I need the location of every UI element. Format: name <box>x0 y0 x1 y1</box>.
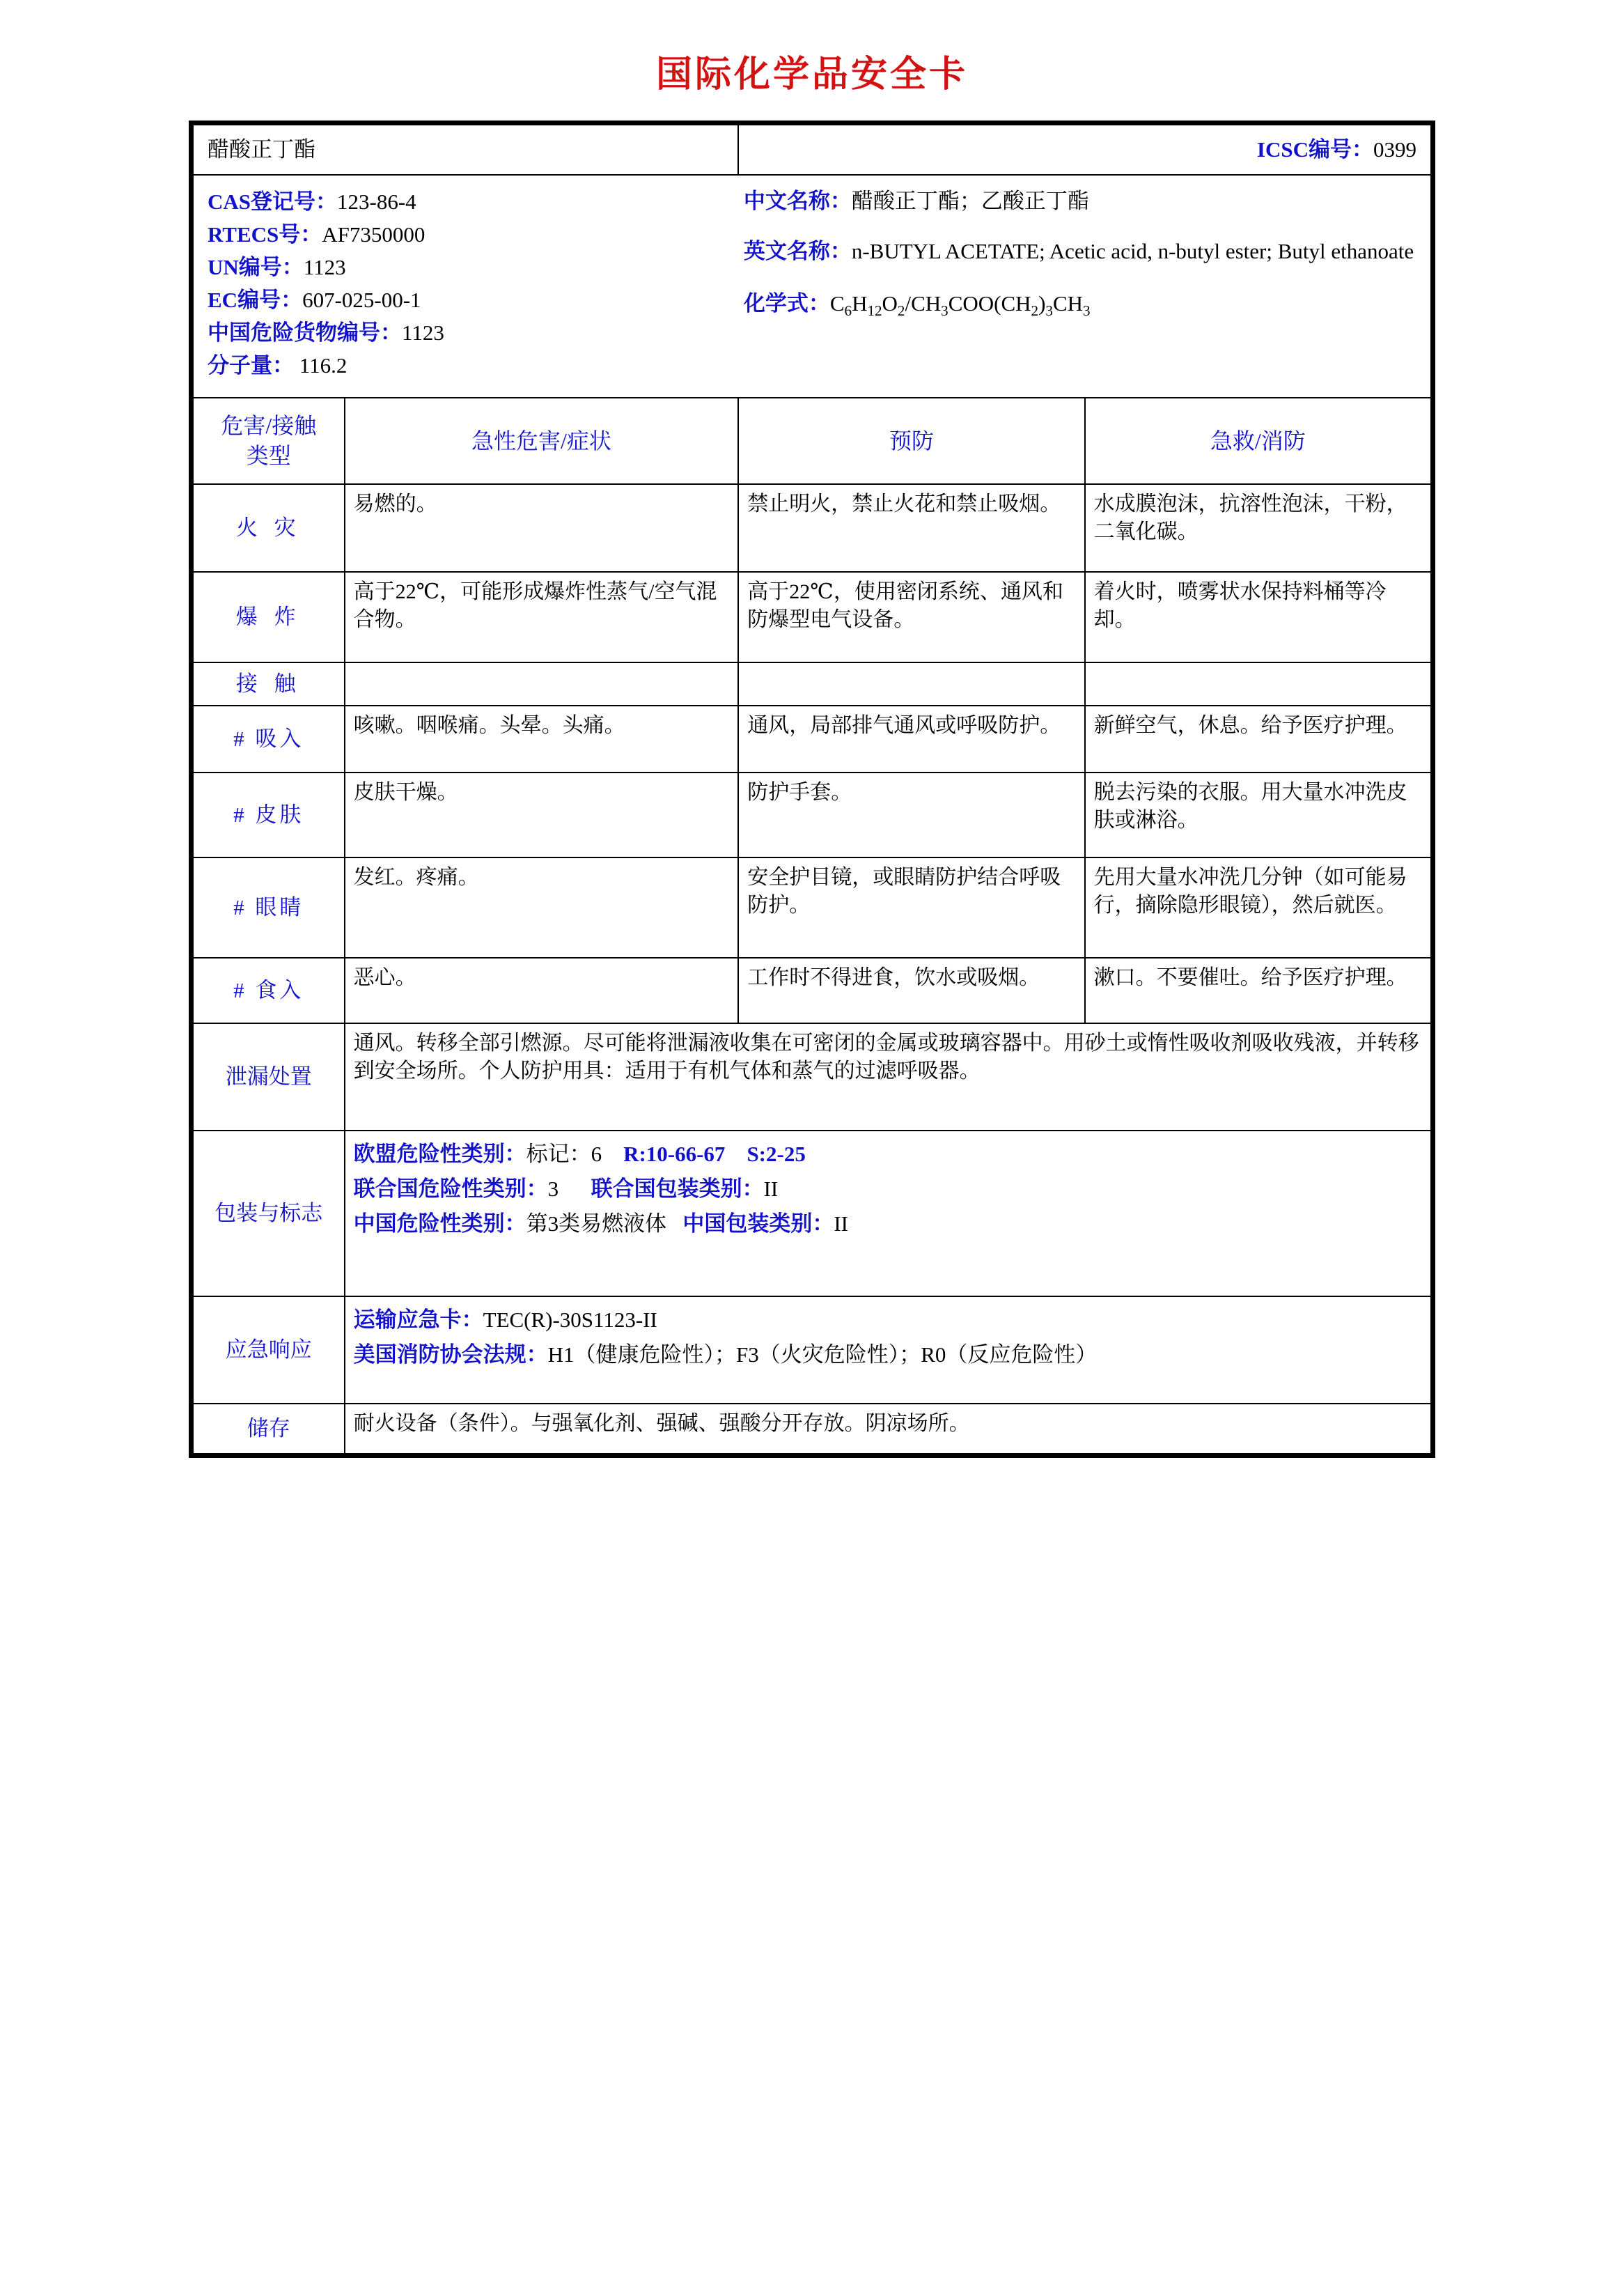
eyes-firstaid: 先用大量水冲洗几分钟（如可能易行，摘除隐形眼镜），然后就医。 <box>1085 857 1431 958</box>
eyes-symptoms: 发红。疼痛。 <box>345 857 739 958</box>
ec-label: EC编号： <box>208 287 303 312</box>
exposure-symptoms <box>345 662 739 706</box>
header-firstaid: 急救/消防 <box>1085 398 1431 484</box>
eu-hazard-class-label: 欧盟危险性类别： <box>353 1141 526 1166</box>
ingestion-prevention: 工作时不得进食，饮水或吸烟。 <box>738 958 1084 1023</box>
nfpa-value: H1（健康危险性）；F3（火灾危险性）；R0（反应危险性） <box>547 1342 1098 1367</box>
ec-row <box>208 284 740 316</box>
fire-firstaid: 水成膜泡沫，抗溶性泡沫，干粉，二氧化碳。 <box>1085 484 1431 572</box>
formula-sub: 2 <box>1031 302 1039 319</box>
table-row <box>193 572 1431 662</box>
header-prevention: 预防 <box>738 398 1084 484</box>
un-packing-group-label: 联合国包装类别： <box>591 1177 764 1202</box>
inhalation-firstaid: 新鲜空气，休息。给予医疗护理。 <box>1085 706 1431 773</box>
icsc-number-cell <box>738 125 1431 175</box>
row-label-exposure: 接 触 <box>193 662 345 706</box>
header-hazard-type-line1: 危害/接触 <box>221 413 317 439</box>
formula-sub: 12 <box>867 302 882 319</box>
china-dangerous-goods-value: 1123 <box>402 320 444 345</box>
table-row <box>193 857 1431 958</box>
un-value: 1123 <box>303 254 346 279</box>
chinese-name-label: 中文名称： <box>743 188 852 213</box>
un-row <box>208 251 740 284</box>
storage-row <box>193 1404 1431 1454</box>
english-name-label: 英文名称： <box>743 239 852 264</box>
packaging-content <box>345 1131 1431 1296</box>
icsc-table <box>192 124 1432 1454</box>
table-row <box>193 773 1431 857</box>
eu-r-phrases: R:10-66-67 <box>623 1141 726 1166</box>
page-title: 国际化学品安全卡 <box>655 54 968 95</box>
icsc-number-label: ICSC编号： <box>1256 137 1373 162</box>
molecular-weight-row <box>208 349 740 382</box>
ec-value: 607-025-00-1 <box>302 287 421 312</box>
un-label: UN编号： <box>208 254 304 279</box>
eyes-prevention: 安全护目镜，或眼睛防护结合呼吸防护。 <box>738 857 1084 958</box>
formula-label: 化学式： <box>743 290 830 316</box>
eu-hazard-class-value: 标记：6 <box>526 1141 602 1166</box>
cas-label: CAS登记号： <box>208 189 338 214</box>
un-hazard-class-label: 联合国危险性类别： <box>353 1177 548 1202</box>
chinese-name-value: 醋酸正丁酯；乙酸正丁酯 <box>851 188 1089 213</box>
identification-row <box>193 175 1431 398</box>
skin-symptoms: 皮肤干燥。 <box>345 773 739 857</box>
emergency-row <box>193 1296 1431 1404</box>
cn-packing-group-label: 中国包装类别： <box>682 1211 834 1236</box>
explosion-prevention: 高于22℃，使用密闭系统、通风和防爆型电气设备。 <box>738 572 1084 662</box>
explosion-symptoms: 高于22℃，可能形成爆炸性蒸气/空气混合物。 <box>345 572 739 662</box>
card-header-row <box>193 125 1431 175</box>
formula-sub: 6 <box>844 302 852 319</box>
formula-seg: H <box>852 290 868 316</box>
icsc-card <box>189 121 1435 1458</box>
formula-sub: 2 <box>897 302 905 319</box>
english-name-row <box>744 235 1416 268</box>
row-label-packaging: 包装与标志 <box>193 1131 345 1296</box>
eu-s-phrases: S:2-25 <box>747 1141 806 1166</box>
identification-right <box>740 185 1416 382</box>
formula-seg: COO(CH <box>948 290 1031 316</box>
transport-emergency-card-value: TEC(R)-30S1123-II <box>483 1307 657 1332</box>
cn-hazard-class-value: 第3类易燃液体 <box>526 1211 667 1236</box>
formula-seg: O <box>882 290 898 316</box>
formula-sub: 3 <box>941 302 948 319</box>
molecular-weight-value: 116.2 <box>299 353 348 378</box>
table-row <box>193 484 1431 572</box>
formula-seg: CH <box>1052 290 1084 316</box>
chinese-name-row <box>744 185 1416 218</box>
row-label-spill: 泄漏处置 <box>193 1023 345 1131</box>
china-dangerous-goods-row <box>208 316 740 349</box>
storage-text: 耐火设备（条件）。与强氧化剂、强碱、强酸分开存放。阴凉场所。 <box>345 1404 1431 1454</box>
row-label-storage: 储存 <box>193 1404 345 1454</box>
english-name-value: n-BUTYL ACETATE; Acetic acid, n-butyl ester; Butyl ethanoate <box>851 239 1414 264</box>
identification-cell <box>193 175 1431 398</box>
page <box>0 45 1624 2282</box>
substance-name-cell: 醋酸正丁酯 <box>193 125 738 175</box>
row-label-eyes: # 眼睛 <box>193 857 345 958</box>
skin-firstaid: 脱去污染的衣服。用大量水冲洗皮肤或淋浴。 <box>1085 773 1431 857</box>
rtecs-value: AF7350000 <box>322 222 425 247</box>
formula-value <box>829 290 1091 319</box>
header-hazard-type <box>193 398 345 484</box>
row-label-explosion: 爆 炸 <box>193 572 345 662</box>
icsc-number-value: 0399 <box>1373 137 1416 162</box>
fire-symptoms: 易燃的。 <box>345 484 739 572</box>
transport-emergency-card-line <box>354 1303 1422 1337</box>
formula-seg: C <box>829 290 845 316</box>
cas-row <box>208 185 740 218</box>
header-symptoms: 急性危害/症状 <box>345 398 739 484</box>
row-label-fire: 火 灾 <box>193 484 345 572</box>
table-row <box>193 706 1431 773</box>
china-dangerous-goods-label: 中国危险货物编号： <box>208 320 402 345</box>
exposure-firstaid <box>1085 662 1431 706</box>
cn-packing-group-value: II <box>834 1211 848 1236</box>
packaging-line-un <box>354 1172 1422 1206</box>
rtecs-row <box>208 218 740 251</box>
transport-emergency-card-label: 运输应急卡： <box>353 1307 483 1332</box>
packaging-line-eu <box>354 1137 1422 1172</box>
row-label-ingestion: # 食入 <box>193 958 345 1023</box>
inhalation-symptoms: 咳嗽。咽喉痛。头晕。头痛。 <box>345 706 739 773</box>
packaging-line-cn <box>354 1206 1422 1241</box>
row-label-emergency: 应急响应 <box>193 1296 345 1404</box>
nfpa-line <box>354 1337 1422 1372</box>
formula-sub: 3 <box>1045 302 1053 319</box>
table-header-row <box>193 398 1431 484</box>
formula-row <box>744 288 1416 323</box>
ingestion-symptoms: 恶心。 <box>345 958 739 1023</box>
explosion-firstaid: 着火时，喷雾状水保持料桶等冷却。 <box>1085 572 1431 662</box>
spill-row <box>193 1023 1431 1131</box>
ingestion-firstaid: 漱口。不要催吐。给予医疗护理。 <box>1085 958 1431 1023</box>
row-label-skin: # 皮肤 <box>193 773 345 857</box>
molecular-weight-label: 分子量： <box>208 353 294 378</box>
table-row <box>193 662 1431 706</box>
nfpa-label: 美国消防协会法规： <box>353 1342 548 1367</box>
formula-seg: /CH <box>905 290 942 316</box>
packaging-row <box>193 1131 1431 1296</box>
emergency-content <box>345 1296 1431 1404</box>
un-packing-group-value: II <box>763 1177 779 1202</box>
spill-text: 通风。转移全部引燃源。尽可能将泄漏液收集在可密闭的金属或玻璃容器中。用砂土或惰性吸收剂吸收残液，并转移到安全场所。个人防护用具：适用于有机气体和蒸气的过滤呼吸器。 <box>345 1023 1431 1131</box>
skin-prevention: 防护手套。 <box>738 773 1084 857</box>
rtecs-label: RTECS号： <box>208 222 322 247</box>
row-label-inhalation: # 吸入 <box>193 706 345 773</box>
cn-hazard-class-label: 中国危险性类别： <box>353 1211 526 1236</box>
formula-sub: 3 <box>1083 302 1091 319</box>
table-row <box>193 958 1431 1023</box>
fire-prevention: 禁止明火，禁止火花和禁止吸烟。 <box>738 484 1084 572</box>
exposure-prevention <box>738 662 1084 706</box>
inhalation-prevention: 通风，局部排气通风或呼吸防护。 <box>738 706 1084 773</box>
un-hazard-class-value: 3 <box>547 1177 559 1202</box>
cas-value: 123-86-4 <box>337 189 416 214</box>
formula-seg: ) <box>1038 290 1046 316</box>
identification-left <box>208 185 740 382</box>
header-hazard-type-line2: 类型 <box>246 443 291 469</box>
